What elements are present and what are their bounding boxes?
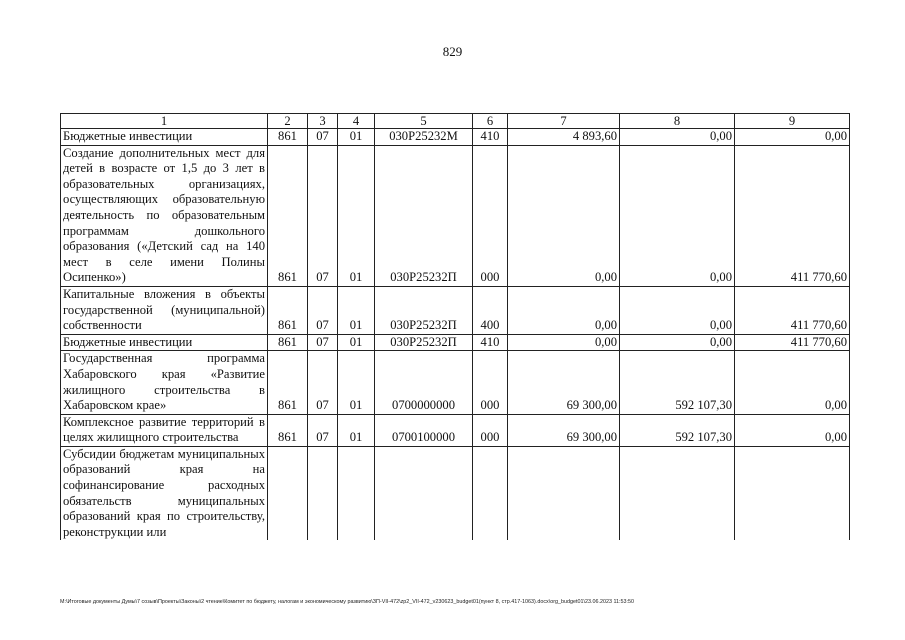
row-name: Комплексное развитие территорий в целях жилищного строительства <box>61 414 268 446</box>
row-target-code: 030P25232П <box>375 334 473 351</box>
row-section-code <box>308 446 338 540</box>
row-amount-7: 69 300,00 <box>508 414 620 446</box>
row-expense-type: 000 <box>473 351 508 414</box>
row-amount-7: 4 893,60 <box>508 129 620 146</box>
budget-table <box>60 113 850 540</box>
column-header: 5 <box>375 114 473 129</box>
row-amount-9: 411 770,60 <box>735 334 850 351</box>
row-subsection-code <box>338 446 375 540</box>
row-subsection-code: 01 <box>338 286 375 334</box>
row-amount-8 <box>620 446 735 540</box>
row-ministry-code: 861 <box>268 351 308 414</box>
row-amount-8: 0,00 <box>620 286 735 334</box>
row-amount-7: 0,00 <box>508 145 620 286</box>
row-name: Субсидии бюджетам муниципальных образований края на софинансирование расходных обязательств муниципальных образований края по строительству, реконструкции или <box>61 446 268 540</box>
row-amount-7: 69 300,00 <box>508 351 620 414</box>
row-amount-9: 0,00 <box>735 129 850 146</box>
row-subsection-code: 01 <box>338 334 375 351</box>
row-name: Государственная программа Хабаровского края «Развитие жилищного строительства в Хабаровском крае» <box>61 351 268 414</box>
row-target-code: 030P25232П <box>375 145 473 286</box>
column-header: 1 <box>61 114 268 129</box>
table-row <box>61 351 850 414</box>
row-section-code: 07 <box>308 334 338 351</box>
row-amount-8: 0,00 <box>620 334 735 351</box>
row-section-code: 07 <box>308 286 338 334</box>
row-amount-7 <box>508 446 620 540</box>
table-row <box>61 334 850 351</box>
row-amount-9: 411 770,60 <box>735 286 850 334</box>
row-amount-7: 0,00 <box>508 286 620 334</box>
column-header: 3 <box>308 114 338 129</box>
row-ministry-code <box>268 446 308 540</box>
row-ministry-code: 861 <box>268 145 308 286</box>
row-section-code: 07 <box>308 129 338 146</box>
row-subsection-code: 01 <box>338 129 375 146</box>
row-target-code: 0700000000 <box>375 351 473 414</box>
row-expense-type: 000 <box>473 145 508 286</box>
table-header-row <box>61 114 850 129</box>
row-expense-type: 410 <box>473 334 508 351</box>
row-expense-type: 410 <box>473 129 508 146</box>
row-target-code <box>375 446 473 540</box>
column-header: 6 <box>473 114 508 129</box>
row-section-code: 07 <box>308 351 338 414</box>
row-expense-type: 400 <box>473 286 508 334</box>
table-row <box>61 129 850 146</box>
row-name: Бюджетные инвестиции <box>61 334 268 351</box>
row-expense-type <box>473 446 508 540</box>
column-header: 8 <box>620 114 735 129</box>
row-subsection-code: 01 <box>338 414 375 446</box>
document-path-footer: M:\Итоговые документы Думы\7 созыв\Проекты\Законы\2 чтение\Комитет по бюджету, налогам и экономическому развитию\ЗП-VII-472\zp2_VII-472_v230623_budget01(пункт 8, стр.417-1063).docx\org_budget01\23.06.2023 11:53:50 <box>60 599 635 605</box>
row-target-code: 030P25232M <box>375 129 473 146</box>
row-ministry-code: 861 <box>268 334 308 351</box>
row-name: Создание дополнительных мест для детей в возрасте от 1,5 до 3 лет в образовательных организациях, осуществляющих образовательную деятельность по образовательным программам дошкольного образования («Детский сад на 140 мест в селе имени Полины Осипенко») <box>61 145 268 286</box>
column-header: 2 <box>268 114 308 129</box>
row-section-code: 07 <box>308 145 338 286</box>
column-header: 4 <box>338 114 375 129</box>
row-amount-8: 0,00 <box>620 145 735 286</box>
row-subsection-code: 01 <box>338 351 375 414</box>
row-name: Бюджетные инвестиции <box>61 129 268 146</box>
row-ministry-code: 861 <box>268 129 308 146</box>
row-target-code: 030P25232П <box>375 286 473 334</box>
row-section-code: 07 <box>308 414 338 446</box>
row-subsection-code: 01 <box>338 145 375 286</box>
row-amount-8: 0,00 <box>620 129 735 146</box>
row-ministry-code: 861 <box>268 414 308 446</box>
table-row <box>61 414 850 446</box>
row-amount-8: 592 107,30 <box>620 414 735 446</box>
row-amount-9: 0,00 <box>735 351 850 414</box>
table-row <box>61 286 850 334</box>
page-number: 829 <box>442 44 463 59</box>
row-amount-9 <box>735 446 850 540</box>
table-row <box>61 145 850 286</box>
row-ministry-code: 861 <box>268 286 308 334</box>
row-target-code: 0700100000 <box>375 414 473 446</box>
row-amount-8: 592 107,30 <box>620 351 735 414</box>
column-header: 9 <box>735 114 850 129</box>
row-amount-9: 0,00 <box>735 414 850 446</box>
row-amount-7: 0,00 <box>508 334 620 351</box>
row-amount-9: 411 770,60 <box>735 145 850 286</box>
column-header: 7 <box>508 114 620 129</box>
table-row <box>61 446 850 540</box>
row-name: Капитальные вложения в объекты государственной (муниципальной) собственности <box>61 286 268 334</box>
row-expense-type: 000 <box>473 414 508 446</box>
